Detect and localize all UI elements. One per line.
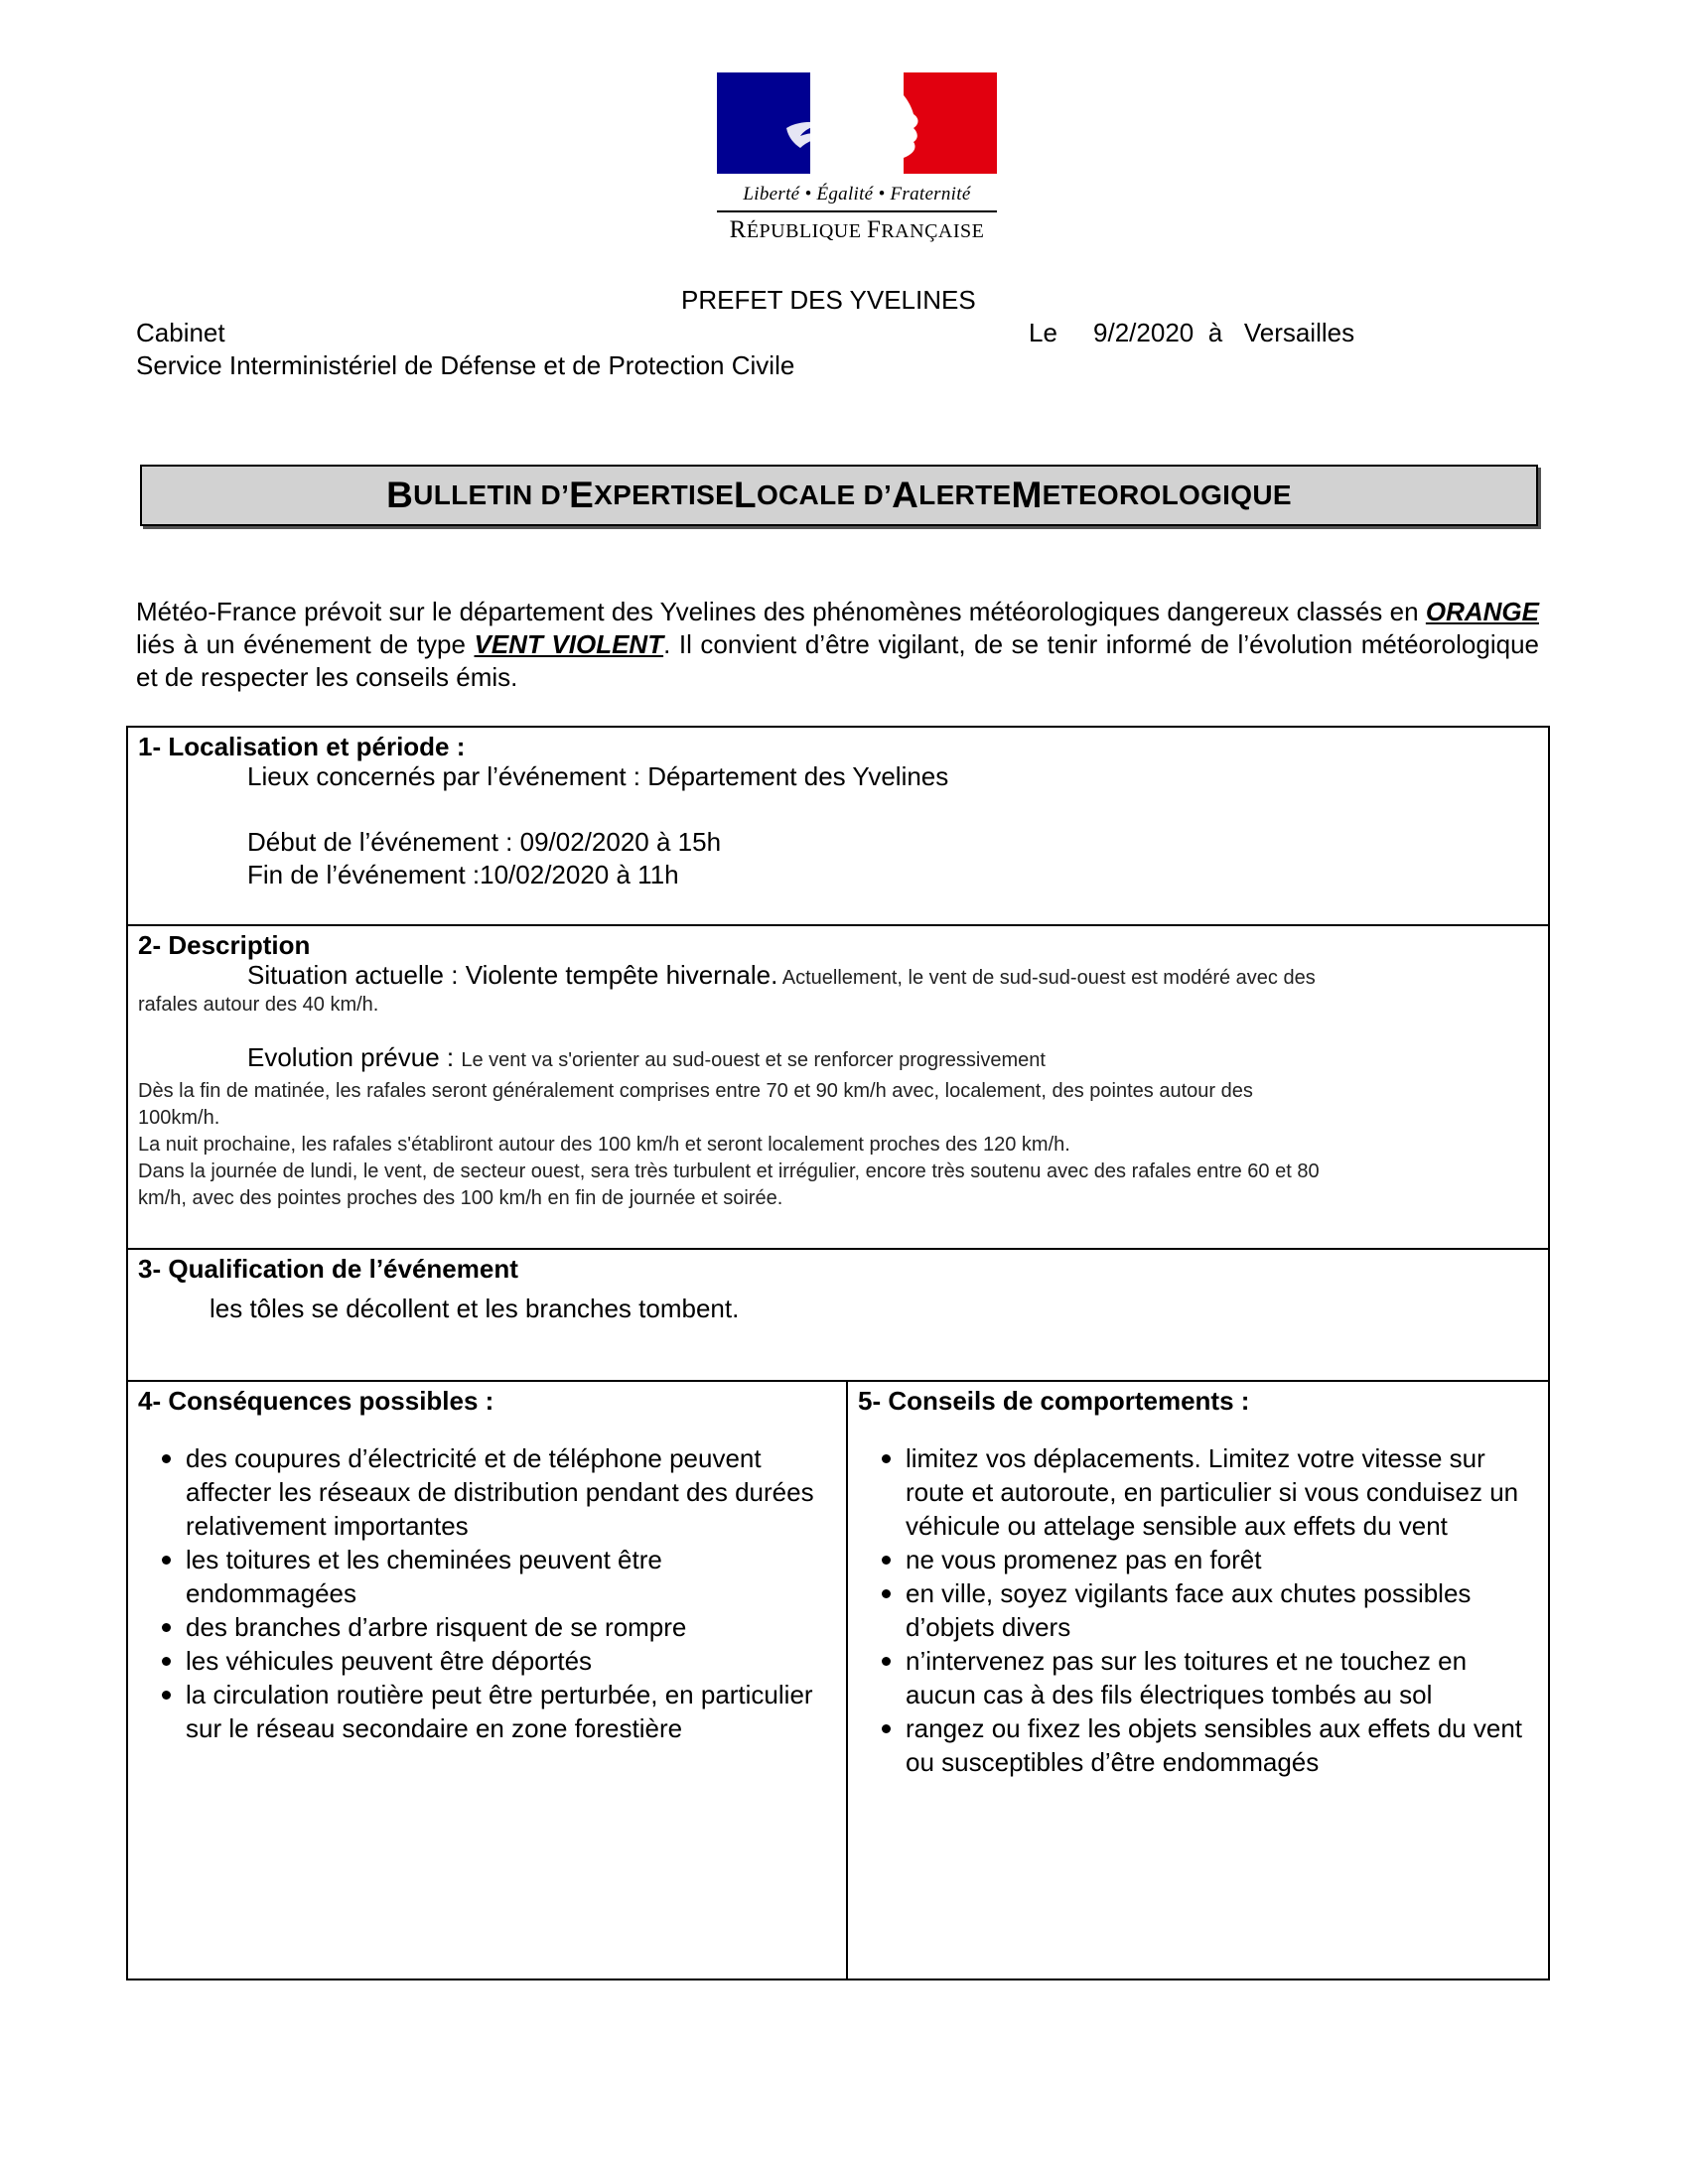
logo-divider bbox=[717, 210, 997, 212]
intro-paragraph: Météo-France prévoit sur le département des Yvelines des phénomènes météorologiques dangereux classés en ORANGE liés à un événement de type VENT VIOLENT. Il convient d’être vigilant, de se tenir informé de l’évolution météorologique et de respecter les conseils émis. bbox=[136, 597, 1539, 692]
section-title: 4- Conséquences possibles : bbox=[138, 1386, 494, 1416]
bullet-icon bbox=[162, 1657, 171, 1666]
section-qualification bbox=[126, 1248, 1550, 1382]
evolution-line: Dans la journée de lundi, le vent, de secteur ouest, sera très turbulent et irrégulier, encore très soutenu avec des rafales entre 60 et 80 bbox=[138, 1160, 1320, 1182]
consequences-column bbox=[128, 1382, 846, 1979]
lieux-concernes: Lieux concernés par l’événement : Département des Yvelines bbox=[247, 761, 949, 791]
evolution-line: La nuit prochaine, les rafales s'établiront autour des 100 km/h et seront localement proches des 120 km/h. bbox=[138, 1134, 1070, 1156]
bullet-icon bbox=[882, 1724, 891, 1733]
list-item: rangez ou fixez les objets sensibles aux effets du vent ou susceptibles d’être endommagés bbox=[878, 1711, 1528, 1779]
marianne-logo-icon bbox=[717, 72, 997, 174]
section-consequences-conseils bbox=[126, 1380, 1550, 1980]
bullet-icon bbox=[882, 1454, 891, 1463]
list-item: les toitures et les cheminées peuvent être endommagées bbox=[158, 1543, 823, 1610]
logo-motto: Liberté • Égalité • Fraternité bbox=[743, 184, 971, 205]
section-localisation bbox=[126, 726, 1550, 926]
republique-francaise-logo bbox=[717, 72, 997, 244]
cabinet-label: Cabinet bbox=[136, 318, 225, 347]
logo-republic-text: RÉPUBLIQUE FRANÇAISE bbox=[729, 216, 985, 243]
list-item: n’intervenez pas sur les toitures et ne touchez en aucun cas à des fils électriques tombés au sol bbox=[878, 1644, 1528, 1711]
section-description bbox=[126, 924, 1550, 1250]
bullet-icon bbox=[162, 1556, 171, 1565]
event-type: VENT VIOLENT bbox=[474, 629, 664, 659]
section-title: 3- Qualification de l’événement bbox=[138, 1254, 518, 1284]
list-item: des branches d’arbre risquent de se rompre bbox=[158, 1610, 823, 1644]
fin-evenement: Fin de l’événement :10/02/2020 à 11h bbox=[247, 860, 679, 889]
list-item: la circulation routière peut être perturbée, en particulier sur le réseau secondaire en zone forestière bbox=[158, 1678, 823, 1745]
bullet-icon bbox=[882, 1556, 891, 1565]
prefet-heading: PREFET DES YVELINES bbox=[681, 285, 976, 315]
bullet-icon bbox=[162, 1454, 171, 1463]
conseils-list bbox=[878, 1441, 1528, 1779]
conseils-column bbox=[848, 1382, 1548, 1979]
bullet-icon bbox=[882, 1589, 891, 1598]
service-label: Service Interministériel de Défense et de Protection Civile bbox=[136, 350, 795, 380]
bullet-icon bbox=[882, 1657, 891, 1666]
situation-actuelle: Situation actuelle : Violente tempête hivernale. Actuellement, le vent de sud-sud-ouest est modéré avec des bbox=[247, 960, 1316, 990]
alert-level: ORANGE bbox=[1425, 597, 1539, 626]
evolution-line: 100km/h. bbox=[138, 1107, 220, 1129]
evolution-line: Dès la fin de matinée, les rafales seront généralement comprises entre 70 et 90 km/h avec, localement, des pointes autour des bbox=[138, 1080, 1253, 1102]
debut-evenement: Début de l’événement : 09/02/2020 à 15h bbox=[247, 827, 722, 857]
list-item: en ville, soyez vigilants face aux chutes possibles d’objets divers bbox=[878, 1576, 1528, 1644]
section-title: 2- Description bbox=[138, 930, 311, 960]
section-title: 5- Conseils de comportements : bbox=[858, 1386, 1250, 1416]
consequences-list bbox=[158, 1441, 823, 1745]
qualification-text: les tôles se décollent et les branches tombent. bbox=[210, 1294, 740, 1323]
bulletin-title: B ULLETIN D’ E XPERTISE L OCALE D’ A LERTE M ETEOROLOGIQUE bbox=[140, 465, 1538, 526]
bullet-icon bbox=[162, 1691, 171, 1700]
evolution-prevue: Evolution prévue : Le vent va s'orienter au sud-ouest et se renforcer progressivement bbox=[247, 1042, 1046, 1072]
list-item: des coupures d’électricité et de téléphone peuvent affecter les réseaux de distribution pendant des durées relativement importantes bbox=[158, 1441, 823, 1543]
evolution-line: km/h, avec des pointes proches des 100 km/h en fin de journée et soirée. bbox=[138, 1187, 783, 1209]
date-location: Le 9/2/2020 à Versailles bbox=[1029, 318, 1355, 347]
list-item: les véhicules peuvent être déportés bbox=[158, 1644, 823, 1678]
bullet-icon bbox=[162, 1623, 171, 1632]
situation-text: rafales autour des 40 km/h. bbox=[138, 994, 379, 1016]
list-item: ne vous promenez pas en forêt bbox=[878, 1543, 1528, 1576]
list-item: limitez vos déplacements. Limitez votre vitesse sur route et autoroute, en particulier si vous conduisez un véhicule ou attelage sensible aux effets du vent bbox=[878, 1441, 1528, 1543]
section-title: 1- Localisation et période : bbox=[138, 732, 466, 761]
